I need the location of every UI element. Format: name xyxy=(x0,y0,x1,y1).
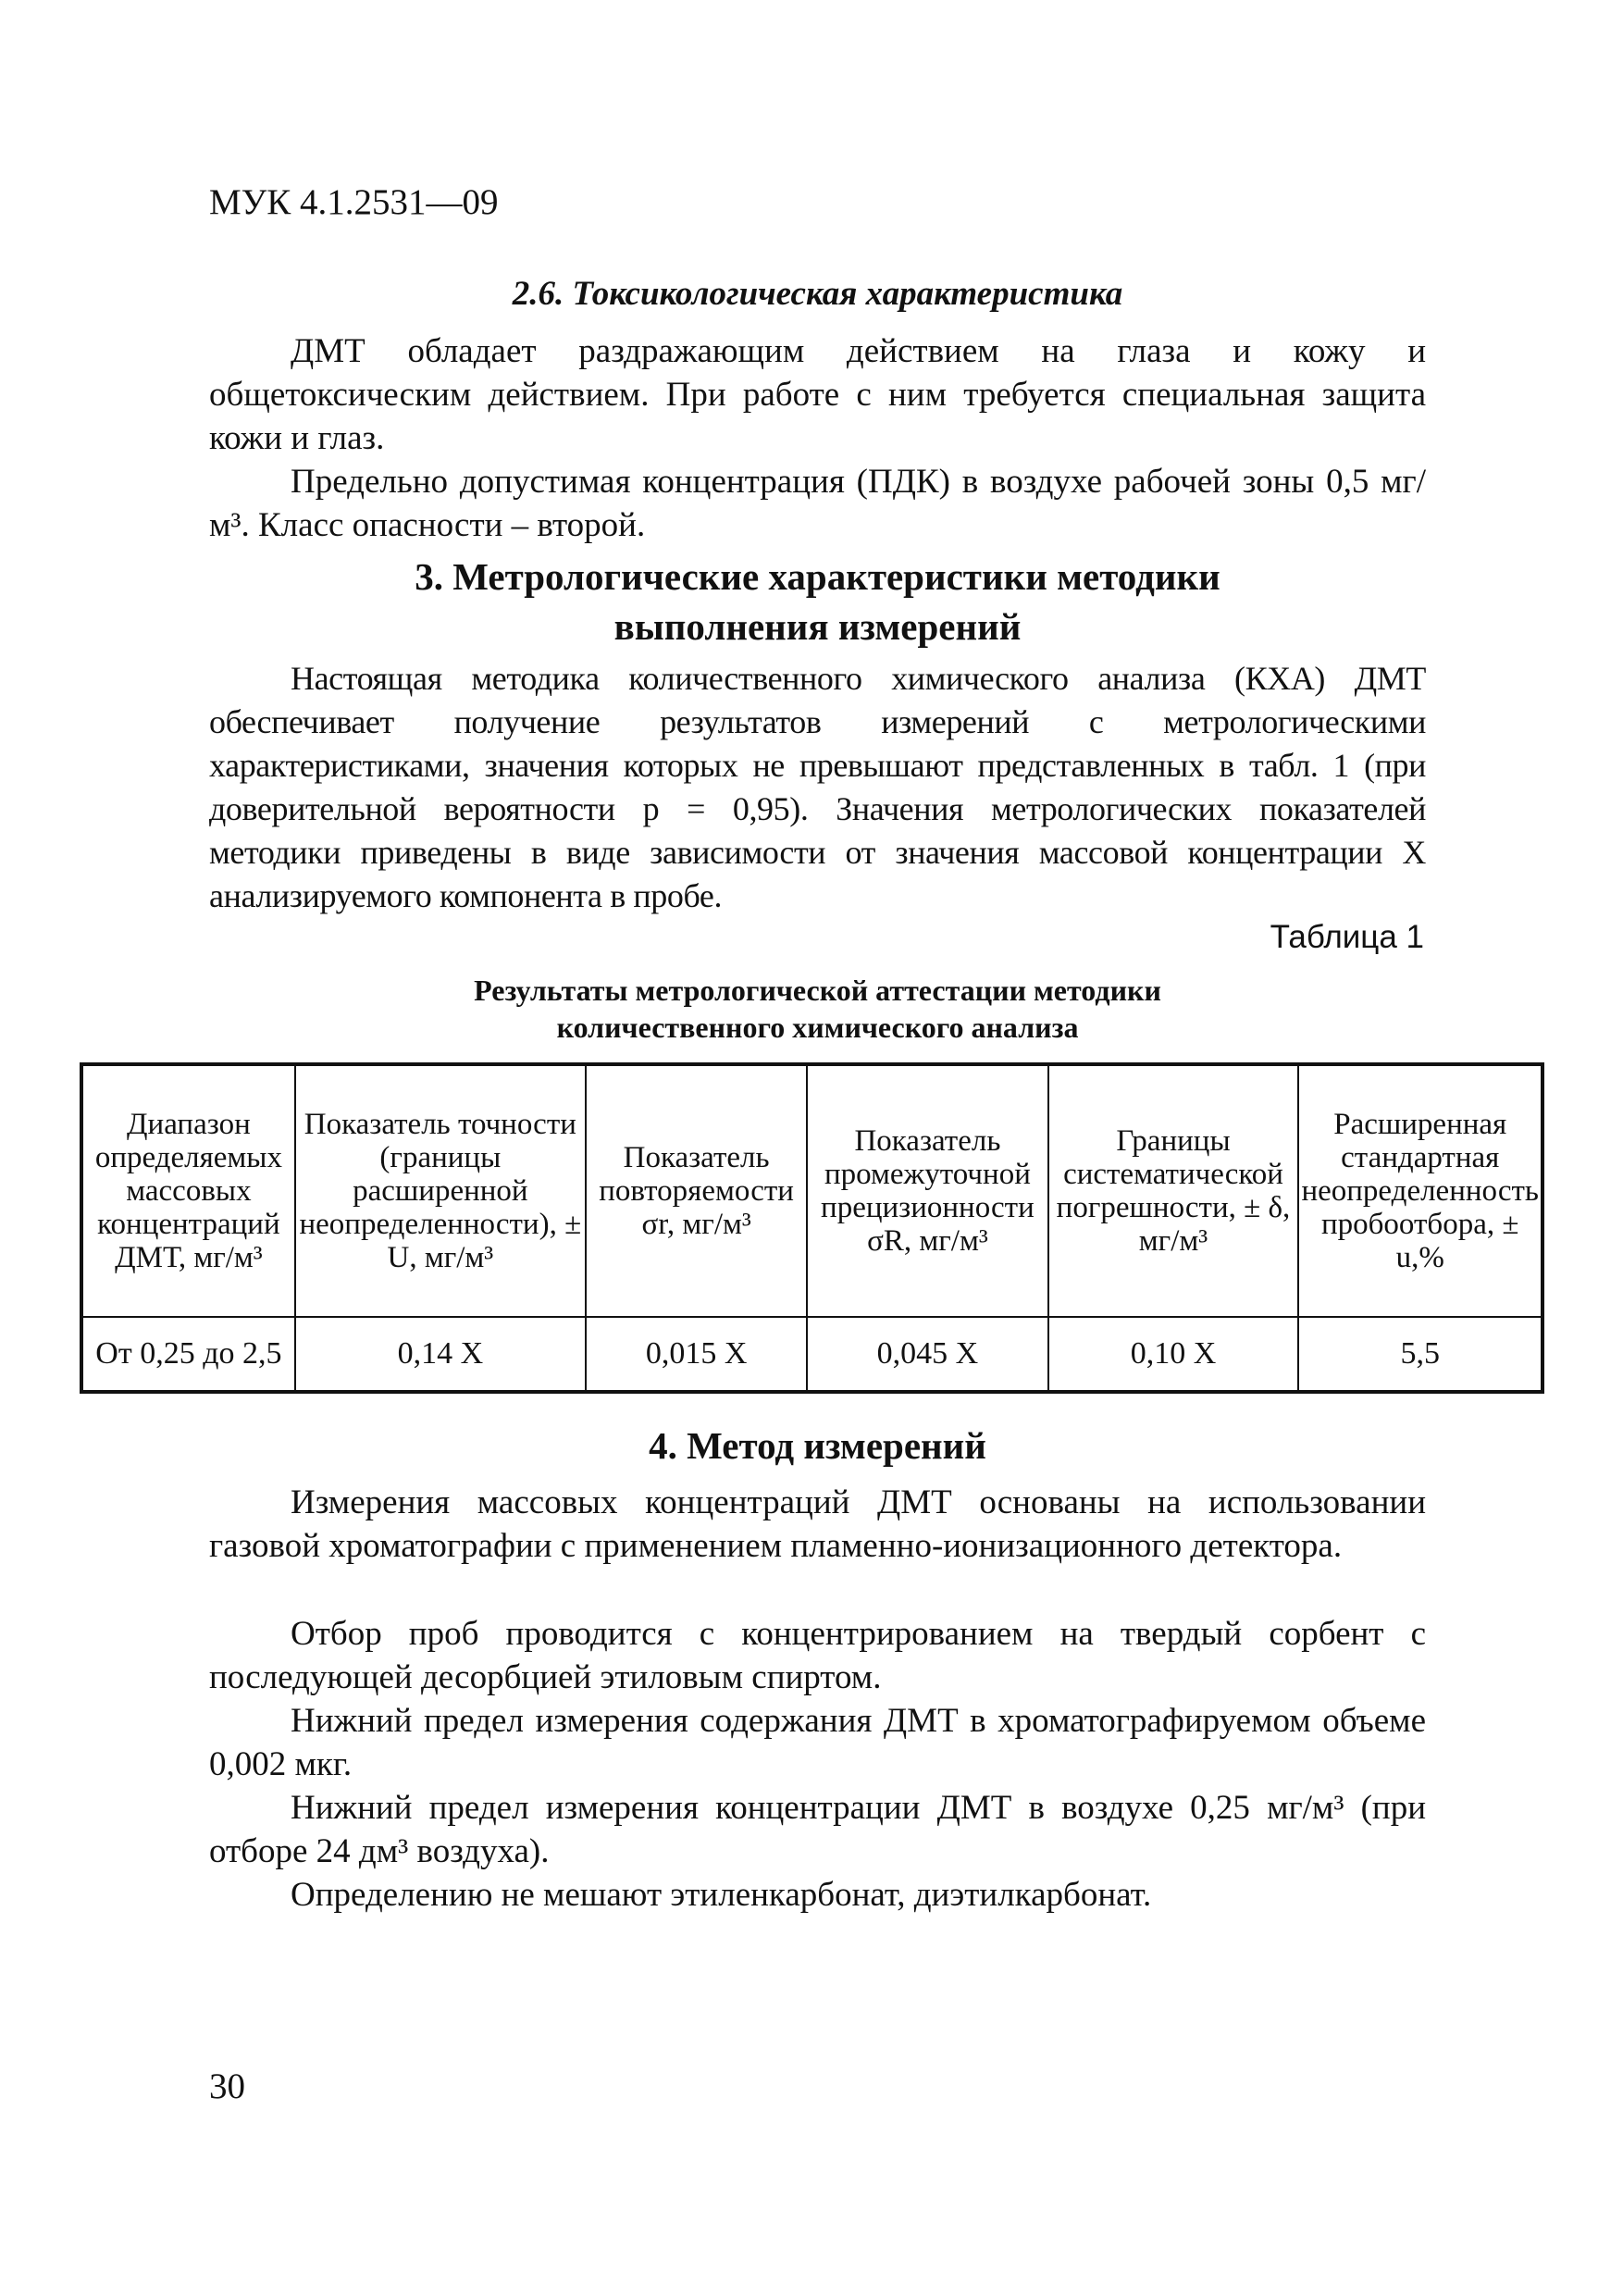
document-code-header: МУК 4.1.2531—09 xyxy=(209,182,499,222)
col-header-sampling-uncertainty: Расширенная стандартная неопределенность пробоотбора, ± u,% xyxy=(1298,1064,1542,1317)
method-paragraph-1: Измерения массовых концентраций ДМТ основаны на использовании газовой хроматографии с применением пламенно-ионизационного детектора. xyxy=(209,1483,1426,1565)
section-4-title: 4. Метод измерений xyxy=(649,1424,986,1467)
page-number: 30 xyxy=(209,2066,245,2106)
col-header-precision: Показатель промежуточной прецизионности σR, мг/м³ xyxy=(807,1064,1047,1317)
method-paragraph-4: Нижний предел измерения концентрации ДМТ в воздухе 0,25 мг/м³ (при отборе 24 дм³ воздуха). xyxy=(209,1789,1426,1870)
toxicology-paragraph-1: ДМТ обладает раздражающим действием на глаза и кожу и общетоксическим действием. При работе с ним требуется специальная защита кожи и глаз. xyxy=(209,332,1426,457)
section-3-title xyxy=(209,552,1426,652)
section-3-title-line-2: выполнения измерений xyxy=(613,605,1022,648)
cell-systematic-error: 0,10 X xyxy=(1048,1317,1299,1392)
method-paragraph-3: Нижний предел измерения содержания ДМТ в хроматографируемом объеме 0,002 мкг. xyxy=(209,1702,1426,1783)
table-title xyxy=(209,972,1426,1046)
cell-accuracy: 0,14 X xyxy=(295,1317,586,1392)
table-row xyxy=(81,1317,1542,1392)
section-3-title-line-1: 3. Метрологические характеристики методики xyxy=(415,555,1220,598)
section-2-6-title: 2.6. Токсикологическая характеристика xyxy=(512,275,1123,313)
method-paragraph-2: Отбор проб проводится с концентрированием на твердый сорбент с последующей десорбцией этиловым спиртом. xyxy=(209,1615,1426,1696)
method-paragraph-5: Определению не мешают этиленкарбонат, диэтилкарбонат. xyxy=(291,1876,1152,1914)
cell-repeatability: 0,015 X xyxy=(586,1317,807,1392)
col-header-systematic-error: Границы систематической погрешности, ± δ, мг/м³ xyxy=(1048,1064,1299,1317)
table-header-row xyxy=(81,1064,1542,1317)
table-title-line-1: Результаты метрологической аттестации методики xyxy=(474,974,1161,1007)
table-title-line-2: количественного химического анализа xyxy=(556,1011,1079,1044)
col-header-range: Диапазон определяемых массовых концентраций ДМТ, мг/м³ xyxy=(81,1064,295,1317)
metrology-paragraph: Настоящая методика количественного химического анализа (КХА) ДМТ обеспечивает получение результатов измерений с метрологическими характеристиками, значения которых не превышают представленных в табл. 1 (при доверительной вероятности p = 0,95). Значения метрологических показателей методики приведены в виде зависимости от значения массовой концентрации X анализируемого компонента в пробе. xyxy=(209,660,1426,914)
col-header-repeatability: Показатель повторяемости σr, мг/м³ xyxy=(586,1064,807,1317)
cell-range: От 0,25 до 2,5 xyxy=(81,1317,295,1392)
toxicology-paragraph-2: Предельно допустимая концентрация (ПДК) в воздухе рабочей зоны 0,5 мг/м³. Класс опасности – второй. xyxy=(209,463,1426,544)
table-label: Таблица 1 xyxy=(1270,919,1424,955)
cell-sampling-uncertainty: 5,5 xyxy=(1298,1317,1542,1392)
col-header-accuracy: Показатель точности (границы расширенной неопределенности), ± U, мг/м³ xyxy=(295,1064,586,1317)
cell-precision: 0,045 X xyxy=(807,1317,1047,1392)
metrology-table xyxy=(80,1062,1544,1394)
